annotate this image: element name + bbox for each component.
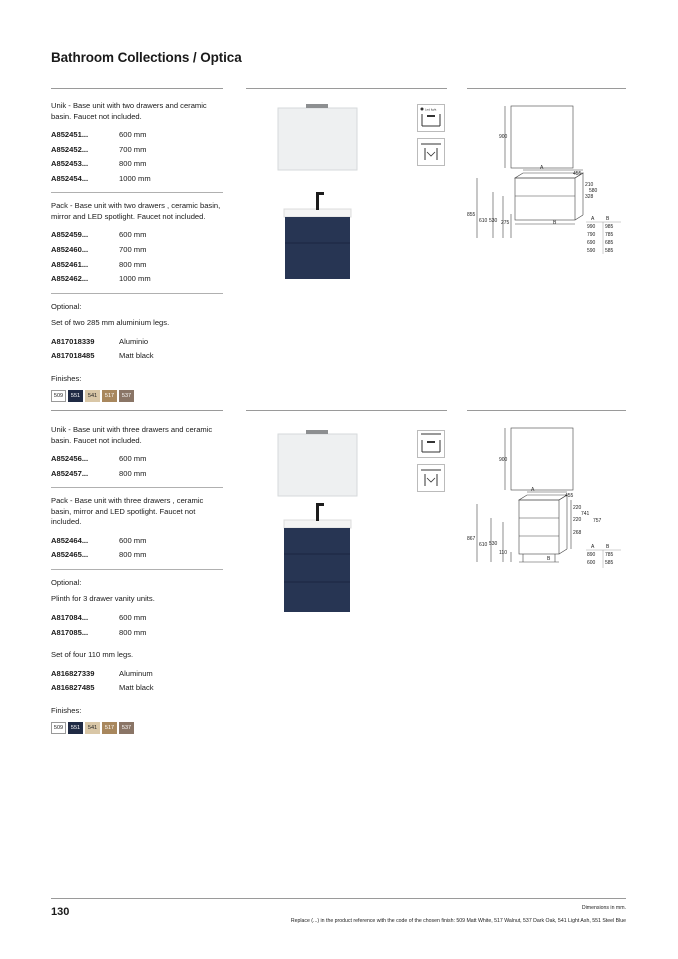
list-item: A852452... 700 mm [51,144,147,154]
list-item: A852451... 600 mm [51,130,147,140]
svg-text:685: 685 [605,240,614,246]
technical-drawing-two-drawers [467,98,626,258]
dimension-table [586,216,621,254]
unik-list [51,128,223,186]
list-item: A852453... 800 mm [51,159,147,169]
svg-text:590: 590 [587,248,596,254]
svg-text:585: 585 [605,560,614,566]
svg-text:785: 785 [605,232,614,238]
finish-swatch-551: 551 [68,722,83,734]
list-item: A852464... 600 mm [51,535,147,545]
finish-swatch-509: 509 [51,390,66,402]
optional-list [51,611,223,640]
svg-text:B: B [606,216,610,222]
legs-description: Set of four 110 mm legs. [51,650,134,660]
section2-rule-left [51,410,223,411]
pack-list [51,228,223,286]
pack-description: Pack - Base unit with three drawers , ceramic basin, mirror and LED spotlight. Faucet not included. [51,496,204,527]
svg-text:690: 690 [587,240,596,246]
svg-text:A: A [540,165,544,171]
list-item: A816827339 Aluminum [51,668,153,678]
divider [51,569,223,570]
svg-text:B: B [547,556,551,562]
optional-list [51,335,223,364]
unik-list [51,452,223,481]
svg-text:B: B [606,544,610,550]
list-item: A852461... 800 mm [51,259,147,269]
finish-swatch-517: 517 [102,390,117,402]
dimensions-note: Dimensions in mm. [581,905,626,911]
finishes-label: Finishes: [51,705,82,715]
pack-description: Pack - Base unit with two drawers , ceramic basin, mirror and LED spotlight. Faucet not included. [51,201,221,221]
finishes-label: Finishes: [51,373,82,383]
finish-swatch-537: 537 [119,390,134,402]
unik-description: Unik - Base unit with three drawers and ceramic basin. Faucet not included. [51,425,213,445]
list-item: A852459... 600 mm [51,230,147,240]
optional-description: Set of two 285 mm aluminium legs. [51,318,170,328]
svg-text:990: 990 [587,224,596,230]
svg-text:585: 585 [605,248,614,254]
svg-text:600: 600 [587,560,596,566]
finish-swatch-517: 517 [102,722,117,734]
svg-text:790: 790 [587,232,596,238]
finish-swatch-537: 537 [119,722,134,734]
svg-text:985: 985 [605,224,614,230]
svg-text:580: 580 [589,188,598,194]
svg-text:610: 610 [479,218,488,224]
svg-text:900: 900 [499,134,508,140]
technical-drawing-three-drawers [467,420,626,580]
divider [51,293,223,294]
svg-text:210: 210 [585,182,594,188]
product-photo-three-drawers [270,422,375,617]
svg-text:455: 455 [565,493,574,499]
dimension-table [586,544,621,568]
list-item: A852460... 700 mm [51,245,147,255]
list-item: A852462... 1000 mm [51,274,151,284]
section1-rule-right [467,88,626,89]
svg-text:530: 530 [489,541,498,547]
list-item: A817018339 Aluminio [51,336,149,346]
section2-rule-right [467,410,626,411]
list-item: A852454... 1000 mm [51,173,151,183]
svg-text:220: 220 [573,505,582,511]
svg-text:220: 220 [573,517,582,523]
svg-text:890: 890 [587,552,596,558]
list-item: A852456... 600 mm [51,454,147,464]
svg-text:A: A [591,216,595,222]
finish-swatches [51,722,223,734]
finish-swatch-509: 509 [51,722,66,734]
section1-text [51,101,223,402]
optional-label: Optional: [51,577,82,587]
page-title: Bathroom Collections / Optica [51,50,242,65]
finish-swatch-541: 541 [85,722,100,734]
svg-text:A: A [531,487,535,493]
optional-description: Plinth for 3 drawer vanity units. [51,594,155,604]
unik-description: Unik - Base unit with two drawers and ceramic basin. Faucet not included. [51,101,207,121]
svg-text:867: 867 [467,536,476,542]
svg-text:741: 741 [581,511,590,517]
section2-text [51,425,223,734]
list-item: A817085... 800 mm [51,627,147,637]
svg-text:530: 530 [489,218,498,224]
svg-text:275: 275 [501,220,510,226]
svg-text:900: 900 [499,457,508,463]
list-item: A816827485 Matt black [51,683,154,693]
led-light-icon [417,104,445,170]
svg-text:110: 110 [499,550,507,556]
section1-rule-left [51,88,223,89]
section2-rule-mid [246,410,447,411]
divider [51,487,223,488]
finish-replace-note: Replace (...) in the product reference with the code of the chosen finish: 509 Matt White, 517 Walnut, 537 Dark Oak, 541 Light Ash, 551 Steel Blue [290,918,626,924]
svg-text:855: 855 [467,212,476,218]
list-item: A817084... 600 mm [51,612,147,622]
footer-rule [51,898,626,899]
optional-label: Optional: [51,301,82,311]
svg-text:610: 610 [479,542,488,548]
list-item: A817018485 Matt black [51,351,154,361]
svg-text:268: 268 [573,530,582,536]
led-light-icon [417,430,445,496]
svg-text:B: B [553,220,557,226]
finish-swatches [51,390,223,402]
finish-swatch-551: 551 [68,390,83,402]
page-number: 130 [51,906,70,918]
legs-list [51,667,223,696]
pack-list [51,534,223,563]
list-item: A852457... 800 mm [51,468,147,478]
svg-text:757: 757 [593,518,602,524]
divider [51,192,223,193]
svg-text:328: 328 [585,194,594,200]
product-photo-two-drawers [270,96,375,286]
svg-text:Led light: Led light [425,107,437,112]
svg-text:455: 455 [573,171,582,177]
section1-rule-mid [246,88,447,89]
svg-text:A: A [591,544,595,550]
svg-text:785: 785 [605,552,614,558]
finish-swatch-541: 541 [85,390,100,402]
list-item: A852465... 800 mm [51,550,147,560]
